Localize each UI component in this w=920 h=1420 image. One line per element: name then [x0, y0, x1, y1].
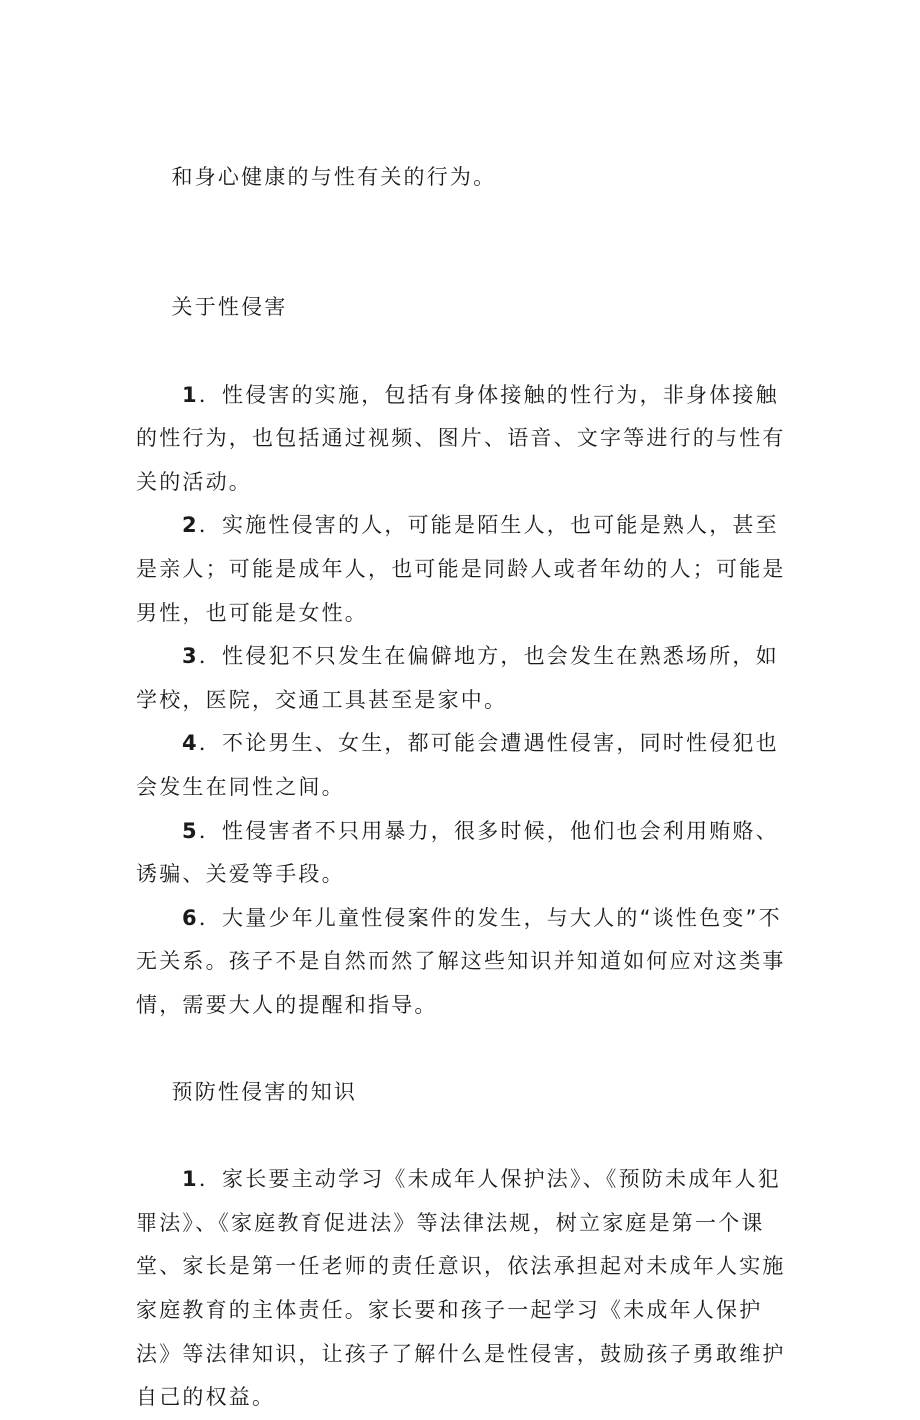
list-item-text: ．性侵害的实施，包括有身体接触的性行为，非身体接触的性行为，也包括通过视频、图片、语音、文字等进行的与性有关的活动。 [136, 382, 786, 494]
list-item-6 [136, 897, 796, 1028]
section-heading-text: 预防性侵害的知识 [171, 1080, 358, 1105]
paragraph-text: 和身心健康的与性有关的行为。 [171, 164, 497, 189]
list-item-text: ．大量少年儿童性侵案件的发生，与大人的“谈性色变”不无关系。孩子不是自然而然了解这些知识并知道如何应对这类事情，需要大人的提醒和指导。 [136, 905, 786, 1017]
list-item-text: ．性侵犯不只发生在偏僻地方，也会发生在熟悉场所，如学校，医院，交通工具甚至是家中。 [136, 644, 779, 712]
list-item-2 [136, 504, 796, 635]
list-item-text: ．不论男生、女生，都可能会遭遇性侵害，同时性侵犯也会发生在同性之间。 [136, 731, 779, 799]
list-number: 1 [182, 382, 199, 407]
list-number: 5 [182, 818, 199, 843]
section-heading-prevention-knowledge [136, 1027, 796, 1158]
list-item-4 [136, 722, 796, 809]
list-number: 2 [182, 513, 199, 538]
list-item-1 [136, 374, 796, 505]
section-heading-about-sexual-abuse [136, 243, 796, 374]
list-item-text: ．实施性侵害的人，可能是陌生人，也可能是熟人，甚至是亲人；可能是成年人，也可能是同龄人或者年幼的人；可能是男性，也可能是女性。 [136, 513, 786, 625]
list-number: 1 [182, 1167, 199, 1192]
document-page [136, 112, 796, 1420]
section-heading-text: 关于性侵害 [171, 295, 288, 320]
list-number: 6 [182, 905, 199, 930]
list-number: 3 [182, 644, 199, 669]
prevention-item-1 [136, 1158, 796, 1420]
list-number: 4 [182, 731, 199, 756]
list-item-5 [136, 810, 796, 897]
list-item-3 [136, 635, 796, 722]
list-item-text: ．性侵害者不只用暴力，很多时候，他们也会利用贿赂、诱骗、关爱等手段。 [136, 818, 779, 887]
list-item-text: ．家长要主动学习《未成年人保护法》、《预防未成年人犯罪法》、《家庭教育促进法》等法律法规，树立家庭是第一个课堂、家长是第一任老师的责任意识，依法承担起对未成年人实施家庭教育的主体责任。家长要和孩子一起学习《未成年人保护法》等法律知识，让孩子了解什么是性侵害，鼓励孩子勇敢维护自己的权益。 [136, 1167, 786, 1410]
paragraph-continuation [136, 112, 796, 243]
